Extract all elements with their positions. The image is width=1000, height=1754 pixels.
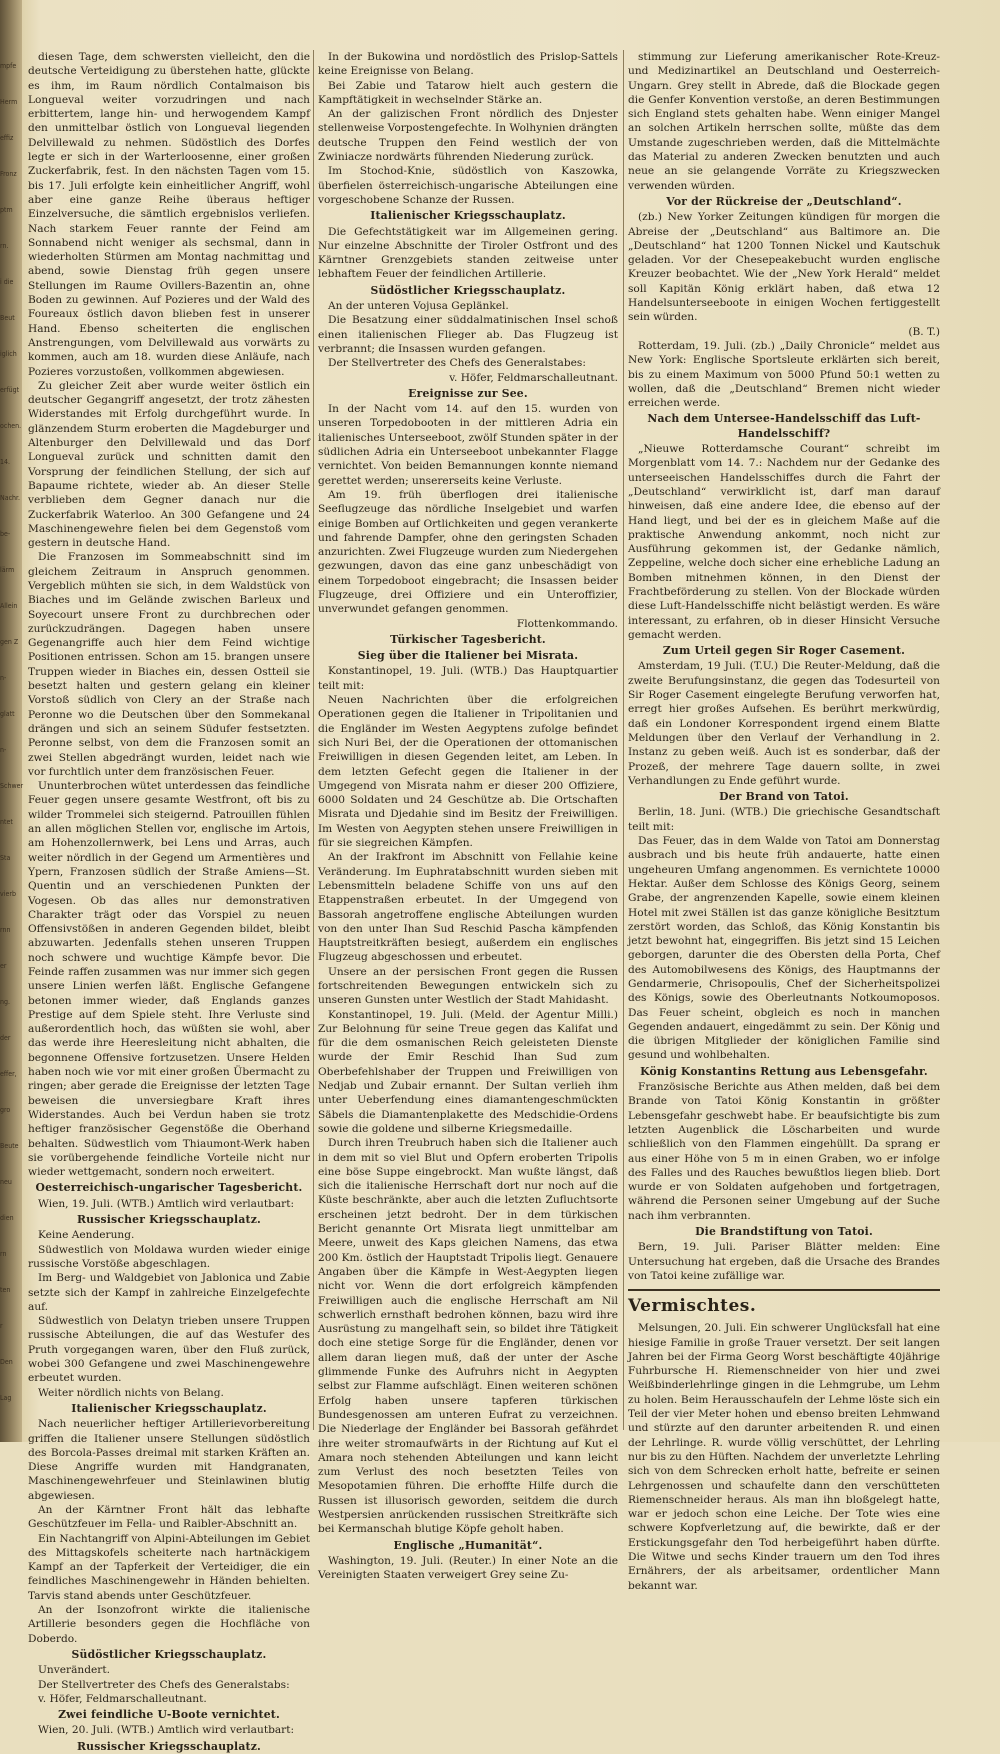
strip-fragment: lärm bbox=[0, 566, 15, 574]
paragraph: Das Feuer, das in dem Walde von Tatoi am Donnerstag ausbrach und bis heute früh andauerte, hatte einen ungeheuren Umfang angenommen. Es vernichtete 10000 Hektar. Außer dem Schlosse des Königs Georg, seinem Grabe, der angrenzenden Kapelle, sowie einem kleinen Hotel mit zwei Ställen ist das ganze königliche Besitztum zerstört worden, das Schloß, das König Konstantin bis jetzt bewohnt hat, eingegriffen. Bis jetzt sind 15 Leichen geborgen, darunter die des Obersten della Porta, Chef des Automobilwesens des Königs, des Hauptmanns der Gendarmerie, Chrisopoulis, Chef der Sicherheitspolizei des Königs, sowie des Oberleutnants Notkoumoposos. Das Feuer scheint, obgleich es noch in manchen Gegenden andauert, eingedämmt zu sein. Der König und die übrigen Mitglieder der königlichen Familie sind gesund und wohlbehalten. bbox=[628, 835, 940, 1062]
paragraph: Bei Zabie und Tatarow hielt auch gestern die Kampftätigkeit in wechselnder Stärke an. bbox=[318, 79, 618, 106]
paragraph: Nach neuerlicher heftiger Artillerievorbereitung griffen die Italiener unsere Stellungen südöstlich des Borcola-Passes dreimal mit starken Kräften an. Diese Angriffe wurden mit Handgranaten, Maschinengewehrfeuer und Steinlawinen blutig abgewiesen. bbox=[28, 1418, 310, 1502]
strip-fragment: ng. bbox=[0, 998, 10, 1006]
strip-fragment: rnn bbox=[0, 926, 11, 934]
strip-fragment: i die bbox=[0, 278, 14, 286]
strip-fragment: 14. bbox=[0, 458, 11, 466]
article-heading: Nach dem Untersee-Handelsschiff das Luft-Handelsschiff? bbox=[647, 412, 921, 440]
strip-fragment: Sta bbox=[0, 854, 11, 862]
paragraph: An der Isonzofront wirkte die italienische Artillerie besonders gegen die Hochfläche von Doberdo. bbox=[28, 1604, 310, 1645]
paragraph: Bern, 19. Juli. Pariser Blätter melden: Eine Untersuchung hat ergeben, daß die Ursache des Brandes von Tatoi keine zufällige war. bbox=[628, 1241, 940, 1282]
paragraph: An der unteren Vojusa Geplänkel. bbox=[328, 300, 509, 313]
article-heading: Italienischer Kriegsschauplatz. bbox=[71, 1401, 267, 1415]
article-heading: Englische „Humanität“. bbox=[393, 1538, 543, 1552]
article-heading: Türkischer Tagesbericht. bbox=[390, 632, 546, 646]
strip-fragment: effer, bbox=[0, 1070, 17, 1078]
paragraph: Ununterbrochen wütet unterdessen das feindliche Feuer gegen unsere gesamte Westfront, oft bis zu wilder Trommelei sich steigernd. Patrouillen fühlen an allen möglichen Stellen vor, englische im Artois, am Hohenzollernwerk, bei Lens und Arras, auch weiter nördlich in der Gegend um Armentières und Ypern, Franzosen südlich der Straße Amiens—St. Quentin und an verschiedenen Punkten der Vogesen. Ob das alles nur demonstrativen Charakter trägt oder das Vorspiel zu neuen Offensivstößen in anderen Gegenden bildet, bleibt abzuwarten. Jedenfalls stehen unseren Truppen noch schwere und wuchtige Kämpfe bevor. Die Feinde raffen zusammen was nur immer sich gegen unsere Linien werfen läßt. Englische Gefangene betonen immer wieder, daß Englands ganzes Prestige auf dem Spiele steht. Ihre Verluste sind außerordentlich hoch, das wüßten sie wohl, aber das werde ihre Heeresleitung nicht abhalten, die begonnene Offensive fortzusetzen. Unsere Helden haben noch wie vor mit einer großen Übermacht zu ringen; aber gerade die Ereignisse der letzten Tage beweisen die unversiegbare Kraft ihres Widerstandes. Auch bei Verdun haben sie trotz heftiger französischer Gegenstöße die Oberhand behalten. Südwestlich vom Thiaumont-Werk haben sie vorübergehende feindliche Vorteile nicht nur wieder wettgemacht, sondern noch erweitert. bbox=[28, 780, 310, 1179]
strip-fragment: r bbox=[0, 1322, 3, 1330]
article-heading: König Konstantins Rettung aus Lebensgefahr. bbox=[640, 1064, 928, 1078]
signature-line: (B. T.) bbox=[908, 325, 940, 338]
article-heading: Die Brandstiftung von Tatoi. bbox=[695, 1225, 873, 1239]
paragraph: Französische Berichte aus Athen melden, daß bei dem Brande von Tatoi König Konstantin in größter Lebensgefahr geschwebt habe. Er beaufsichtigte bis zum letzten Augenblick die Löscharbeiten und wurde schließlich von den Flammen eingehüllt. Da sprang er aus einer Höhe von 5 m in einen Graben, wo er infolge des Falles und des Rauches bewußtlos liegen blieb. Dort wurde er von Soldaten aufgehoben und fortgetragen, während die Personen seiner Umgebung auf der Suche nach ihm verbrannten. bbox=[628, 1081, 940, 1222]
article-heading: Ereignisse zur See. bbox=[408, 386, 528, 400]
paragraph: Melsungen, 20. Juli. Ein schwerer Unglücksfall hat eine hiesige Familie in große Trauer versetzt. Der seit langen Jahren bei der Firma Georg Worst beschäftigte 40jährige Fuhrbursche H. Riemenschneider von hier und zwei Weißbinderlehrlinge gingen in die Lehmgrube, um Lehm zu holen. Beim Herausschaufeln der Lehme löste sich ein Teil der vier Meter hohen und ebenso breiten Lehmwand und stürzte auf den darunter arbeitenden R. und einen der Lehrlinge. R. wurde völlig verschüttet, der Lehrling nur bis zu den Hüften. Nachdem der unverletzte Lehrling sich von dem Schrecken erholt hatte, befreite er seinen Lehrgenossen und schaufelte dann den verschütteten Riemenschneider heraus. Als man ihn bloßgelegt hatte, war er jedoch schon eine Leiche. Der Tote wies eine schwere Kopfverletzung auf, die bewirkte, daß er der Erstickungsgefahr den Tod herbeigeführt haben dürfte. Die Witwe und sechs Kinder trauern um den Tod ihres Ernährers, der als arbeitsamer, ordentlicher Mann bekannt war. bbox=[628, 1322, 940, 1592]
strip-fragment: gro bbox=[0, 1106, 11, 1114]
strip-fragment: ntet bbox=[0, 818, 13, 826]
paragraph: Am 19. früh überflogen drei italienische Seeflugzeuge das nördliche Inselgebiet und warfen einige Bomben auf Ortlichkeiten und gegen verankerte und fahrende Dampfer, ohne den geringsten Schaden anzurichten. Zwei Flugzeuge wurden zum Niedergehen gezwungen, davon das eine ganz unbeschädigt von einem Torpedoboot eingebracht; die Insassen beider Flugzeuge, drei Offiziere und ein Unteroffizier, unverwundet gefangen genommen. bbox=[318, 488, 618, 616]
article-heading: Südöstlicher Kriegsschauplatz. bbox=[71, 1647, 267, 1661]
paragraph: Im Berg- und Waldgebiet von Jablonica und Zabie setzte sich der Kampf in zahlreiche Einzelgefechte auf. bbox=[28, 1272, 310, 1313]
article-heading: Russischer Kriegsschauplatz. bbox=[76, 1213, 262, 1227]
strip-fragment: rn bbox=[0, 1250, 7, 1258]
strip-fragment: vierb bbox=[0, 890, 16, 898]
paragraph: (zb.) New Yorker Zeitungen kündigen für morgen die Abreise der „Deutschland“ aus Baltimore an. Die „Deutschland“ hat 1200 Tonnen Nickel und Kautschuk geladen. Vor der Chesepeakebucht wurden englische Kreuzer beobachtet. Wie der „New York Herald“ meldet soll Kapitän König erklärt haben, daß etwa 12 Handelsunterseeboote in einigen Wochen fertiggestellt sein würden. bbox=[628, 211, 940, 324]
strip-fragment: erfügt bbox=[0, 386, 20, 394]
paragraph: Die Franzosen im Sommeabschnitt sind im gleichem Zeitraum in Anspruch genommen. Vergeblich mühten sie sich, in dem Waldstück von Biaches und im Gelände zwischen Barleux und Soyecourt unsere Front zu durchbrechen oder zurückzudrängen. Dagegen haben unsere Gegenangriffe auch hier dem Feind wichtige Positionen entrissen. Schon am 15. brangen unsere Truppen wieder in Biaches ein, dessen Ostteil sie besetzt halten und gestern gelang ein kleiner Vorstoß südlich von Clery an der Straße nach Peronne wo die Deutschen über den Sommekanal drängen und sich an seinem Südufer festsetzten. Peronne selbst, von dem die Franzosen somit an zwei Stellen abgedrängt wurden, leidet nach wie vor furchtlich unter dem französischen Feuer. bbox=[28, 551, 310, 778]
strip-fragment: be- bbox=[0, 530, 11, 538]
paragraph: Wien, 19. Juli. (WTB.) Amtlich wird verlautbart: bbox=[38, 1197, 295, 1210]
strip-fragment: iglich bbox=[0, 350, 17, 358]
article-heading: Der Brand von Tatoi. bbox=[719, 790, 849, 804]
paragraph: Weiter nördlich nichts von Belang. bbox=[38, 1386, 224, 1399]
paragraph: Südwestlich von Moldawa wurden wieder einige russische Vorstöße abgeschlagen. bbox=[28, 1243, 310, 1270]
article-heading: Oesterreichisch-ungarischer Tagesbericht. bbox=[35, 1181, 303, 1195]
column-2 bbox=[318, 50, 618, 1582]
paragraph: In der Nacht vom 14. auf den 15. wurden von unseren Torpedobooten in der mittleren Adria ein italienisches Unterseeboot, zwölf Stunden später in der südlichen Adria ein Unterseeboot unbekannter Flagge vernichtet. Von beiden Bemannungen konnte niemand gerettet werden; unsererseits keine Verluste. bbox=[318, 403, 618, 487]
paragraph: An der Kärntner Front hält das lebhafte Geschützfeuer im Fella- und Raibler-Abschnitt an. bbox=[28, 1503, 310, 1531]
paragraph: Unverändert. bbox=[38, 1664, 110, 1677]
strip-fragment: gen Z bbox=[0, 638, 19, 646]
strip-fragment: Beute bbox=[0, 1142, 19, 1150]
paragraph: Südwestlich von Delatyn trieben unsere Truppen russische Abteilungen, die auf das Westufer des Pruth vorgegangen waren, über den Fluß zurück, wobei 300 Gefangene und zwei Maschinengewehre erbeutet wurden. bbox=[28, 1315, 310, 1385]
paragraph: Neuen Nachrichten über die erfolgreichen Operationen gegen die Italiener in Tripolitanien und die Engländer im Westen Aegyptens zufolge befindet sich Nuri Bei, der die Operationen der ottomanischen Freiwilligen in diesen Gegenden leitet, am Leben. In dem letzten Gefecht gegen die Italiener in der Umgegend von Misrata nahm er dieser 200 Offiziere, 6000 Soldaten und 24 Geschütze ab. Die Ortschaften Misrata und Djedahie sind im Besitz der Freiwilligen. Im Westen von Aegypten stehen unsere Freiwilligen in für sie siegreichen Kämpfen. bbox=[318, 694, 618, 850]
strip-fragment: ten bbox=[0, 1286, 11, 1294]
paragraph: Die Gefechtstätigkeit war im Allgemeinen gering. Nur einzelne Abschnitte der Tiroler Ostfront und des Kärntner Grenzgebiets standen zeitweise unter lebhaftem Feuer der feindlichen Artillerie. bbox=[318, 225, 618, 281]
strip-fragment: ochen. bbox=[0, 422, 22, 430]
column-rule-2 bbox=[623, 50, 624, 1430]
column-rule-1 bbox=[313, 50, 314, 1430]
strip-fragment: er bbox=[0, 962, 7, 970]
paragraph: v. Höfer, Feldmarschalleutnant. bbox=[38, 1692, 207, 1705]
paragraph: Keine Aenderung. bbox=[38, 1229, 135, 1242]
paragraph: diesen Tage, dem schwersten vielleicht, den die deutsche Verteidigung zu überstehen hatte, glückte es ihm, im Raum nördlich Contalmaison bis Longueval weiter vorzudringen und nach erbittertem, lange hin- und herwogendem Kampf den unmittelbar östlich von Longueval liegenden Delvillewald zu nehmen. Südöstlich des Dorfes legte er sich in der Warterloosenne, einer großen Zuckerfabrik, fest. In den nächsten Tagen vom 15. bis 17. Juli erfolgte kein einheitlicher Angriff, wohl aber eine ganze Reihe überaus heftiger Einzelversuche, die sämtlich ergebnislos verliefen. Nach starkem Feuer rannte der Feind am Sonnabend nicht weniger als sechsmal, dann in wiederholten Stürmen am Montag nachmittag und abend, sowie Dienstag früh gegen unsere Stellungen im Raume Ovillers-Bazentin an, ohne Boden zu gewinnen. Auf Pozieres und der Wald des Foureaux östlich davon blieben fest in unserer Hand. Ebenso scheiterten die englischen Anstrengungen, vom Delvillewald aus vorwärts zu kommen, auch am 18. wurden diese Anläufe, nach Pozieres vorzustoßen, vollkommen abgewiesen. bbox=[28, 51, 310, 378]
paragraph: An der galizischen Front nördlich des Dnjester stellenweise Vorpostengefechte. In Wolhynien drängten deutsche Truppen den Feind westlich der von Zwiniacze nordwärts führenden Niederung zurück. bbox=[318, 108, 618, 164]
paragraph: Zu gleicher Zeit aber wurde weiter östlich ein deutscher Gegangriff angesetzt, der trotz zähesten Widerstandes mit Erfolg durchgeführt wurde. In glänzendem Sturm eroberten die Magdeburger und Altenburger den Delvillewald und das Dorf Longueval zurück und schnitten damit den Vorsprung der feindlichen Stellung, der sich auf Bapaume richtete, wieder ab. An dieser Stelle verblieben dem Gegner danach nur die Zuckerfabrik Waterloo. An 300 Gefangene und 24 Maschinengewehre fielen bei dem Gegenstoß vom gestern in deutsche Hand. bbox=[28, 379, 310, 550]
strip-fragment: effiz bbox=[0, 134, 14, 142]
paragraph: Konstantinopel, 19. Juli. (Meld. der Agentur Milli.) Zur Belohnung für seine Treue gegen das Kalifat und für die dem osmanischen Reich geleisteten Dienste wurde der Emir Reschid Ihan Sud zum Oberbefehlshaber der Truppen und Freiwilligen von Nedjab und Zubair ernannt. Der Sultan verlieh ihm unter Ueberfendung eines diamantengeschmückten Säbels die Diamantenplakette des Medschidie-Ordens sowie die goldene und silberne Kriegsmedaille. bbox=[318, 1008, 618, 1135]
adjacent-page-fragment bbox=[0, 60, 26, 1430]
article-heading: Südöstlicher Kriegsschauplatz. bbox=[370, 283, 566, 297]
strip-fragment: ptm bbox=[0, 206, 13, 214]
signature-line: Flottenkommando. bbox=[516, 617, 618, 630]
strip-fragment: rn. bbox=[0, 242, 9, 250]
strip-fragment: Fronz bbox=[0, 170, 17, 178]
strip-fragment: dien bbox=[0, 1214, 14, 1222]
strip-fragment: Den bbox=[0, 1358, 13, 1366]
signature-line: v. Höfer, Feldmarschalleutnant. bbox=[449, 371, 618, 384]
strip-fragment: Nachr. bbox=[0, 494, 20, 502]
article-heading: Zum Urteil gegen Sir Roger Casement. bbox=[662, 644, 906, 658]
paragraph: Durch ihren Treubruch haben sich die Italiener auch in dem mit so viel Blut und Opfern eroberten Tripolis eine böse Suppe eingebrockt. Man wußte längst, daß sich die italienische Herrschaft dort nur noch auf die Küste beschränkte, aber auch die letzten Zufluchtsorte erscheinen jetzt bedroht. Der in dem türkischen Bericht genannte Ort Misrata liegt unmittelbar am Meere, unweit des Kaps gleichen Namens, das etwa 200 Km. östlich der Hauptstadt Tripolis liegt. Genauere Angaben über die Kämpfe in West-Aegypten liegen nicht vor. Wenn die dort erfolgreich kämpfenden Freiwilligen auch die englische Herrschaft am Nil schwerlich ernsthaft bedrohen können, bazu wird ihre Ausrüstung zu mangelhaft sein, so bildet ihre Tätigkeit doch eine stetige Sorge für die Engländer, denen vor allem daran liegen muß, daß der unter der Asche glimmende Funke des Aufruhrs nicht in Aegypten selbst zur Flamme aufschlägt. Einen weiteren schönen Erfolg haben unsere tapferen türkischen Bundesgenossen am unteren Eufrat zu verzeichnen. Die Niederlage der Engländer bei Bassorah gefährdet ihre weiter stromaufwärts in der Richtung auf Kut el Amara noch stehenden Abteilungen und kann leicht zum Verlust des noch besetzten Teiles von Mesopotamien führen. Die erhoffte Hilfe durch die Russen ist illusorisch geworden, seitdem die durch Westpersien anrückenden russischen Streitkräfte sich bei Kermanschah blutige Köpfe geholt haben. bbox=[318, 1137, 618, 1536]
article-heading: Zwei feindliche U-Boote vernichtet. bbox=[58, 1708, 280, 1722]
strip-fragment: n- bbox=[0, 674, 7, 682]
paragraph: Rotterdam, 19. Juli. (zb.) „Daily Chronicle“ meldet aus New York: Englische Sportsleute erklärten sich bereit, bis zu einem Maximum von 5000 Pfund 50:1 wetten zu wollen, daß die „Deutschland“ Bremen nicht wieder erreichen werde. bbox=[628, 339, 940, 410]
strip-fragment: mpfe bbox=[0, 62, 17, 70]
paragraph: Die Besatzung einer süddalmatinischen Insel schoß einen italienischen Flieger ab. Das Flugzeug ist verbrannt; die Insassen wurden gefangen. bbox=[318, 314, 618, 355]
strip-fragment: Allein bbox=[0, 602, 18, 610]
section-heading: Vermischtes. bbox=[628, 1289, 940, 1317]
article-heading: Vor der Rückreise der „Deutschland“. bbox=[666, 194, 902, 208]
strip-fragment: glatt bbox=[0, 710, 15, 718]
paragraph: Amsterdam, 19 Juli. (T.U.) Die Reuter-Meldung, daß die zweite Berufungsinstanz, die gegen das Todesurteil von Sir Roger Casement eingelegte Berufung verworfen hat, erregt hier großes Aufsehen. Es berührt merkwürdig, daß ein Londoner Korrespondent irgend einem Blatte Meldungen über den Verlauf der Verhandlung in 2. Instanz zu geben weiß. Auch ist es sonderbar, daß der Prozeß, der mehrere Tage dauern sollte, in zwei Verhandlungen zu Ende geführt wurde. bbox=[628, 660, 940, 787]
paragraph: Ein Nachtangriff von Alpini-Abteilungen im Gebiet des Mittagskofels scheiterte nach hartnäckigem Kampf an der Tapferkeit der Verteidiger, die ein feindliches Maschinengewehr in Händen behielten. Tarvis stand abends unter Geschützfeuer. bbox=[28, 1532, 310, 1602]
article-heading: Russischer Kriegsschauplatz. bbox=[76, 1739, 262, 1753]
strip-fragment: n- bbox=[0, 746, 7, 754]
paragraph: Unsere an der persischen Front gegen die Russen fortschreitenden Bewegungen entwickeln sich zu unseren Gunsten unter Westlich der Stadt Mahidasht. bbox=[318, 965, 618, 1007]
column-1 bbox=[28, 50, 310, 1753]
paragraph: An der Irakfront im Abschnitt von Fellahie keine Veränderung. Im Euphratabschnitt wurden sieben mit Lebensmitteln beladene Schiffe von uns auf den Etappenstraßen erbeutet. In der Umgegend von Bassorah angetroffene englische Abteilungen wurden von den unter Ihan Sud Reschid Pascha kämpfenden Hauptstreitkräften besiegt, außerdem ein englisches Flugzeug abgeschossen und erbeutet. bbox=[318, 851, 618, 964]
paragraph: Der Stellvertreter des Chefs des Generalstabes: bbox=[328, 357, 586, 370]
paragraph: In der Bukowina und nordöstlich des Prislop-Sattels keine Ereignisse von Belang. bbox=[318, 51, 618, 78]
paragraph: Wien, 20. Juli. (WTB.) Amtlich wird verlautbart: bbox=[38, 1724, 295, 1737]
strip-fragment: Beut bbox=[0, 314, 15, 322]
article-heading: Italienischer Kriegsschauplatz. bbox=[370, 209, 566, 223]
paragraph: Im Stochod-Knie, südöstlich von Kaszowka, überfielen österreichisch-ungarische Abteilungen eine vorgeschobene Schanze der Russen. bbox=[318, 165, 618, 206]
strip-fragment: neu bbox=[0, 1178, 12, 1186]
strip-fragment: der bbox=[0, 1034, 11, 1042]
paragraph: Konstantinopel, 19. Juli. (WTB.) Das Hauptquartier teilt mit: bbox=[318, 665, 618, 692]
article-heading: Sieg über die Italiener bei Misrata. bbox=[357, 649, 579, 663]
strip-fragment: Schwer bbox=[0, 782, 24, 790]
paragraph: Berlin, 18. Juni. (WTB.) Die griechische Gesandtschaft teilt mit: bbox=[628, 806, 940, 833]
paragraph: Der Stellvertreter des Chefs des Generalstabs: bbox=[38, 1678, 290, 1691]
column-3 bbox=[628, 50, 940, 1592]
strip-fragment: Lag bbox=[0, 1394, 12, 1402]
paragraph: „Nieuwe Rotterdamsche Courant“ schreibt im Morgenblatt vom 14. 7.: Nachdem nur der Gedanke des unterseeischen Handelsschiffes durch die Fahrt der „Deutschland“ verwirklicht ist, darf man darauf hinweisen, daß eine andere Idee, die ebenso auf der Hand liegt, und bei der es in gleichem Maße auf die praktische Anwendung ankommt, noch nicht zur Ausführung gekommen ist, der Gedanke nämlich, Zeppeline, welche doch sicher eine erhebliche Ladung an Bomben mitnehmen können, in den Dienst der Frachtbeförderung zu stellen. Von der Blockade würden diese Luft-Handelsschiffe nicht belästigt werden. Es wäre interessant, zu erfahren, ob in dieser Hinsicht Versuche gemacht werden. bbox=[628, 443, 940, 641]
strip-fragment: Herm bbox=[0, 98, 18, 106]
paragraph: Washington, 19. Juli. (Reuter.) In einer Note an die Vereinigten Staaten verweigert Grey seine Zu- bbox=[318, 1554, 618, 1582]
paragraph: stimmung zur Lieferung amerikanischer Rote-Kreuz- und Medizinartikel an Deutschland und Oesterreich-Ungarn. Grey stellt in Abrede, daß die Blockade gegen die Genfer Konvention verstoße, an deren Bestimmungen sich England stets gehalten habe. Wenn einiger Mangel an solchen Artikeln herrschen sollte, müßte das dem Umstande zugeschrieben werden, daß die Mittelmächte das Material zu anderen Zwecken benutzten und auch neue an sie gelangende Vorräte zu Kriegszwecken verwenden würden. bbox=[628, 51, 940, 192]
